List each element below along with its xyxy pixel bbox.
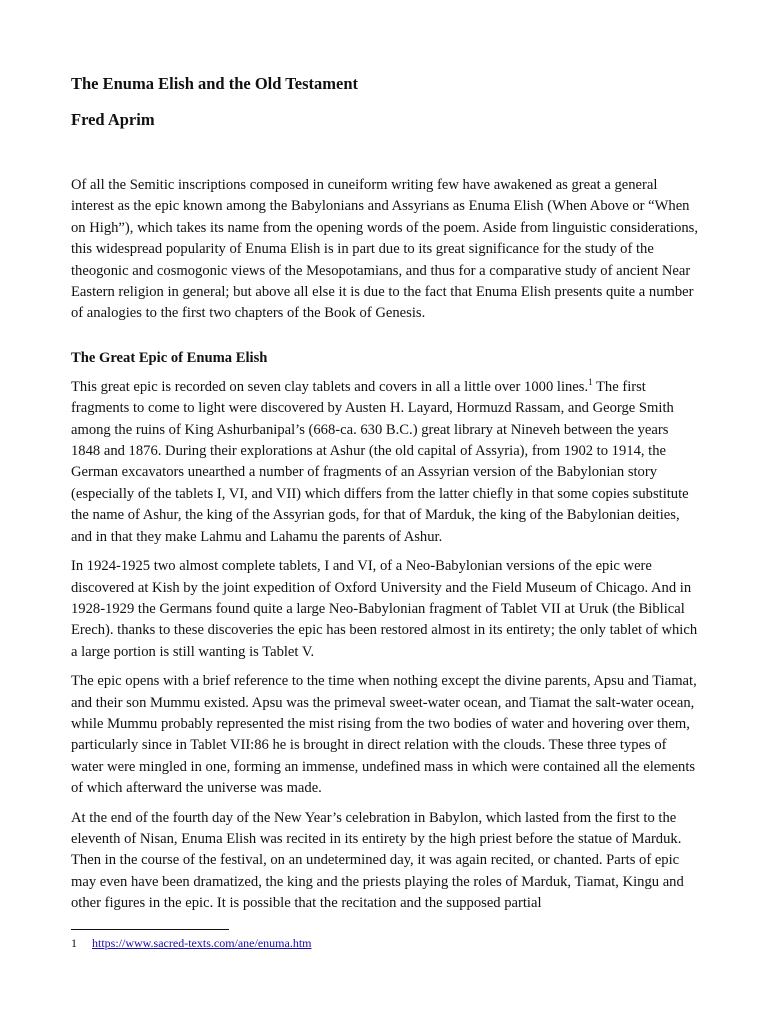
paragraph-text: This great epic is recorded on seven clay tablets and covers in all a little over 1000 lines. — [71, 378, 589, 395]
intro-paragraph: Of all the Semitic inscriptions composed in cuneiform writing few have awakened as great a general interest as the epic known among the Babylonians and Assyrians as Enuma Elish (When Above or “When on High”), which takes its name from the opening words of the poem. Aside from linguistic considerations, this widespread popularity of Enuma Elish is in part due to its great significance for the study of the theogonic and cosmogonic views of the Mesopotamians, and thus for a comparative study of ancient Near Eastern religion in general; but above all else it is due to the fact that Enuma Elish presents quite a number of analogies to the first two chapters of the Book of Genesis. — [71, 177, 699, 322]
footnote — [71, 935, 312, 951]
footnote-marker[interactable]: 1 — [588, 376, 593, 387]
body-paragraph-3: The epic opens with a brief reference to the time when nothing except the divine parents, Apsu and Tiamat, and their son Mummu existed. Apsu was the primeval sweet-water ocean, and Tiamat the salt-water ocean, while Mummu probably represented the mist rising from the two bodies of water and hovering over them, particularly since in Tablet VII:86 he is brought in direct relation with the clouds. These three types of water were mingled in one, forming an immense, undefined mass in which were contained all the elements of which afterward the universe was made. — [71, 673, 697, 797]
document-title: The Enuma Elish and the Old Testament — [71, 74, 358, 93]
footnote-number: 1 — [71, 936, 77, 950]
body-paragraph-1 — [71, 377, 699, 548]
body-paragraph-4: At the end of the fourth day of the New Year’s celebration in Babylon, which lasted from the first to the eleventh of Nisan, Enuma Elish was recited in its entirety by the high priest before the statue of Marduk. Then in the course of the festival, on an undetermined day, it was again recited, or chanted. Parts of epic may even have been dramatized, the king and the priests playing the roles of Marduk, Tiamat, Kingu and other figures in the epic. It is possible that the recitation and the supposed partial — [71, 809, 684, 912]
page-content — [71, 72, 699, 915]
section-heading: The Great Epic of Enuma Elish — [71, 349, 268, 366]
footnote-separator — [71, 929, 229, 930]
paragraph-text: The first fragments to come to light were discovered by Austen H. Layard, Hormuzd Rassam, and George Smith among the ruins of King Ashurbanipal’s (668-ca. 630 B.C.) great library at Nineveh between the years 1848 and 1876. During their explorations at Ashur (the old capital of Assyria), from 1902 to 1914, the German excavators unearthed a number of fragments of an Assyrian version of the Babylonian story (especially of the tablets I, VI, and VII) which differs from the latter chiefly in that some copies substitute the name of Ashur, the king of the Assyrian gods, for that of Marduk, the king of the Babylonian deities, and in that they make Lahmu and Lahamu the parents of Ashur. — [71, 378, 689, 545]
footnote-link[interactable]: https://www.sacred-texts.com/ane/enuma.htm — [92, 936, 312, 950]
document-author: Fred Aprim — [71, 110, 155, 129]
body-paragraph-2: In 1924-1925 two almost complete tablets, I and VI, of a Neo-Babylonian versions of the epic were discovered at Kish by the joint expedition of Oxford University and the Field Museum of Chicago. And in 1928-1929 the Germans found quite a large Neo-Babylonian fragment of Tablet VII at Uruk (the Biblical Erech). thanks to these discoveries the epic has been restored almost in its entirety; the only tablet of which a large portion is still wanting is Tablet V. — [71, 558, 698, 660]
